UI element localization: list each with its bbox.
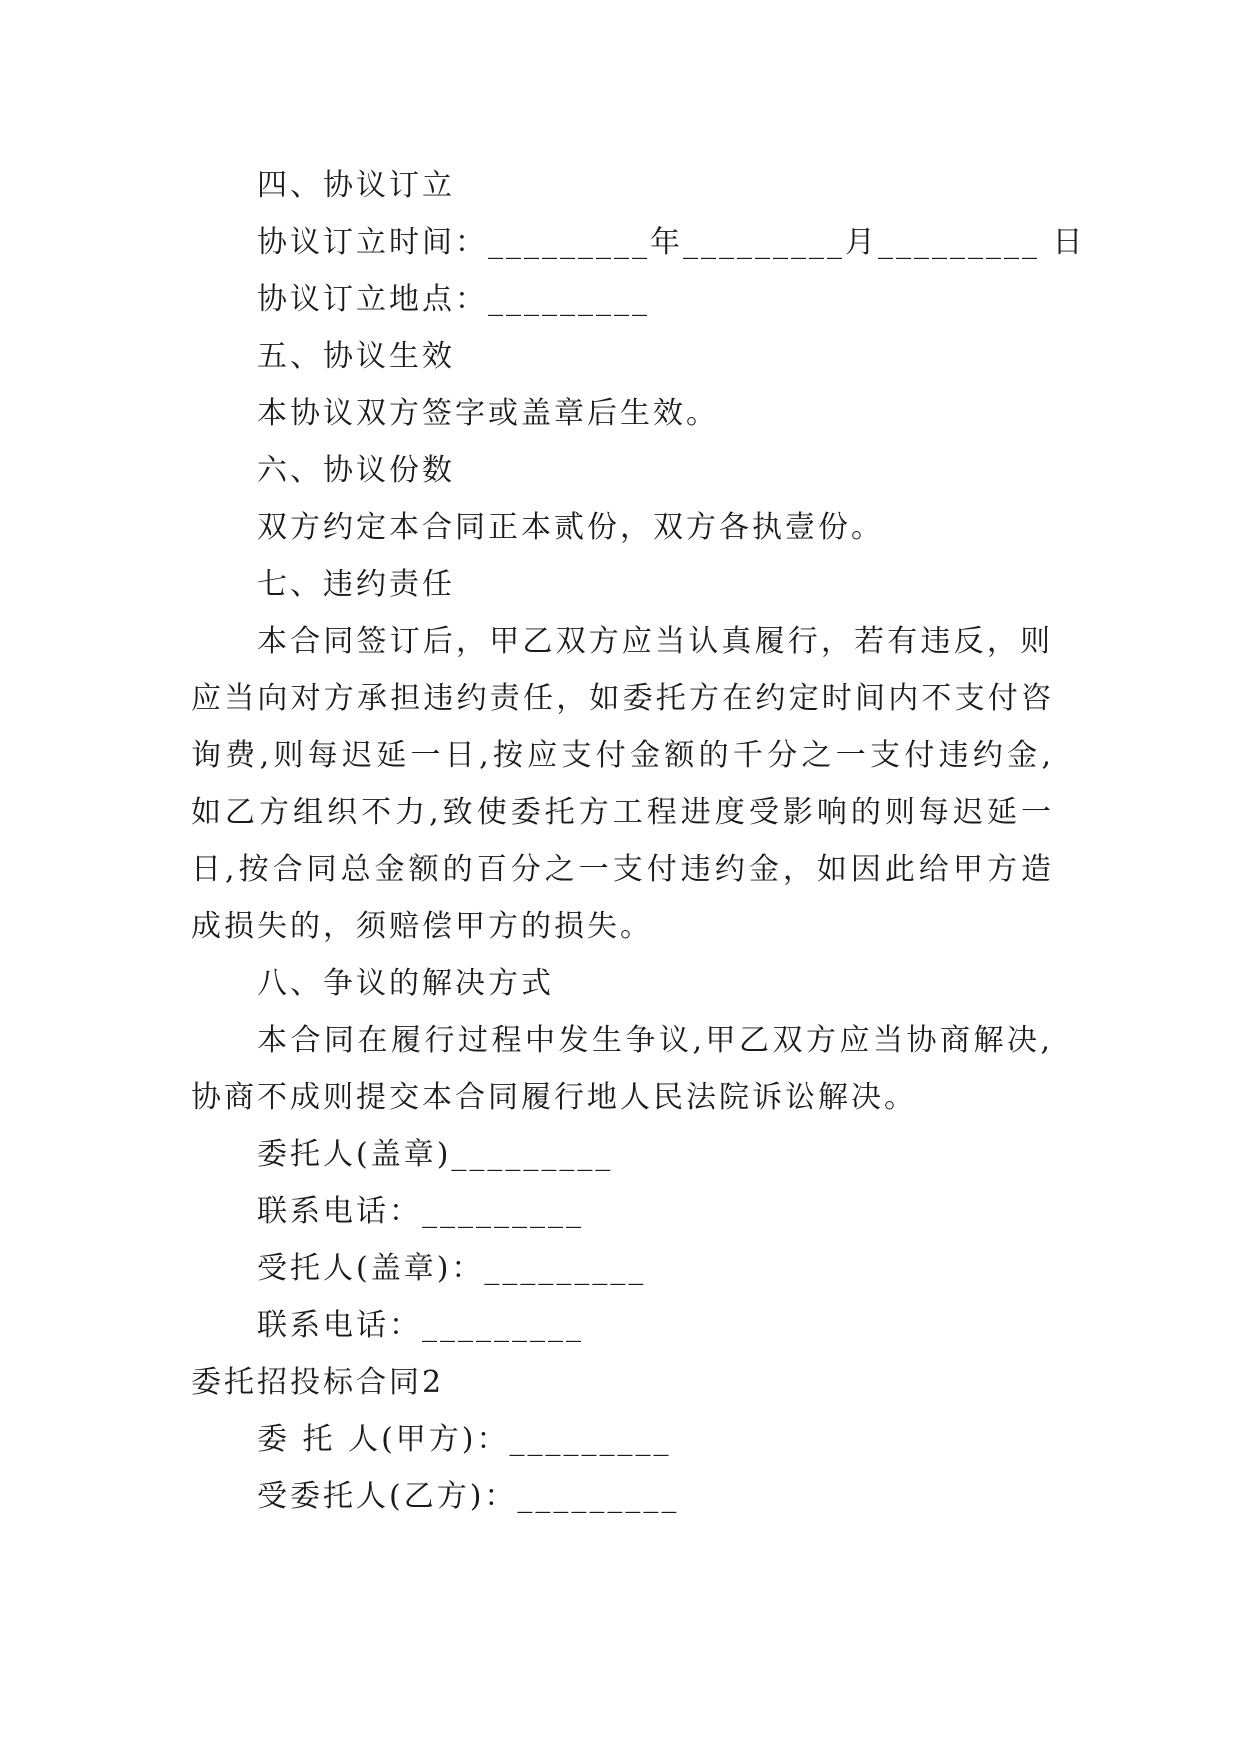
signing-time-field: 协议订立时间：_________年_________月_________ 日 — [257, 225, 1086, 260]
contract-title: 委托招投标合同2 — [191, 1365, 445, 1400]
paragraph-line: 本合同签订后，甲乙双方应当认真履行，若有违反，则 — [257, 624, 1050, 659]
paragraph-line: 本协议双方签字或盖章后生效。 — [257, 396, 719, 431]
paragraph-line: 询费,则每迟延一日,按应支付金额的千分之一支付违约金, — [191, 738, 1051, 773]
paragraph-line: 双方约定本合同正本贰份，双方各执壹份。 — [257, 510, 884, 545]
section-heading-agreement-signing: 四、协议订立 — [257, 168, 455, 203]
client-seal-field: 委托人(盖章)_________ — [257, 1137, 614, 1172]
paragraph-line: 协商不成则提交本合同履行地人民法院诉讼解决。 — [191, 1080, 917, 1115]
signing-place-field: 协议订立地点：_________ — [257, 282, 650, 317]
paragraph-line: 应当向对方承担违约责任，如委托方在约定时间内不支付咨 — [191, 681, 1051, 716]
client-phone-field: 联系电话：_________ — [257, 1194, 584, 1229]
agent-seal-field: 受托人(盖章)：_________ — [257, 1251, 647, 1286]
section-heading-dispute: 八、争议的解决方式 — [257, 966, 554, 1001]
party-b-field: 受委托人(乙方)：_________ — [257, 1479, 680, 1514]
paragraph-line: 本合同在履行过程中发生争议,甲乙双方应当协商解决, — [257, 1023, 1050, 1058]
paragraph-line: 如乙方组织不力,致使委托方工程进度受影响的则每迟延一 — [191, 795, 1051, 830]
agent-phone-field: 联系电话：_________ — [257, 1308, 584, 1343]
paragraph-line: 成损失的，须赔偿甲方的损失。 — [191, 909, 653, 944]
section-heading-copies: 六、协议份数 — [257, 453, 455, 488]
section-heading-effectiveness: 五、协议生效 — [257, 339, 455, 374]
paragraph-line: 日,按合同总金额的百分之一支付违约金，如因此给甲方造 — [191, 852, 1051, 887]
section-heading-liability: 七、违约责任 — [257, 567, 455, 602]
party-a-field: 委 托 人(甲方)：_________ — [257, 1422, 672, 1457]
